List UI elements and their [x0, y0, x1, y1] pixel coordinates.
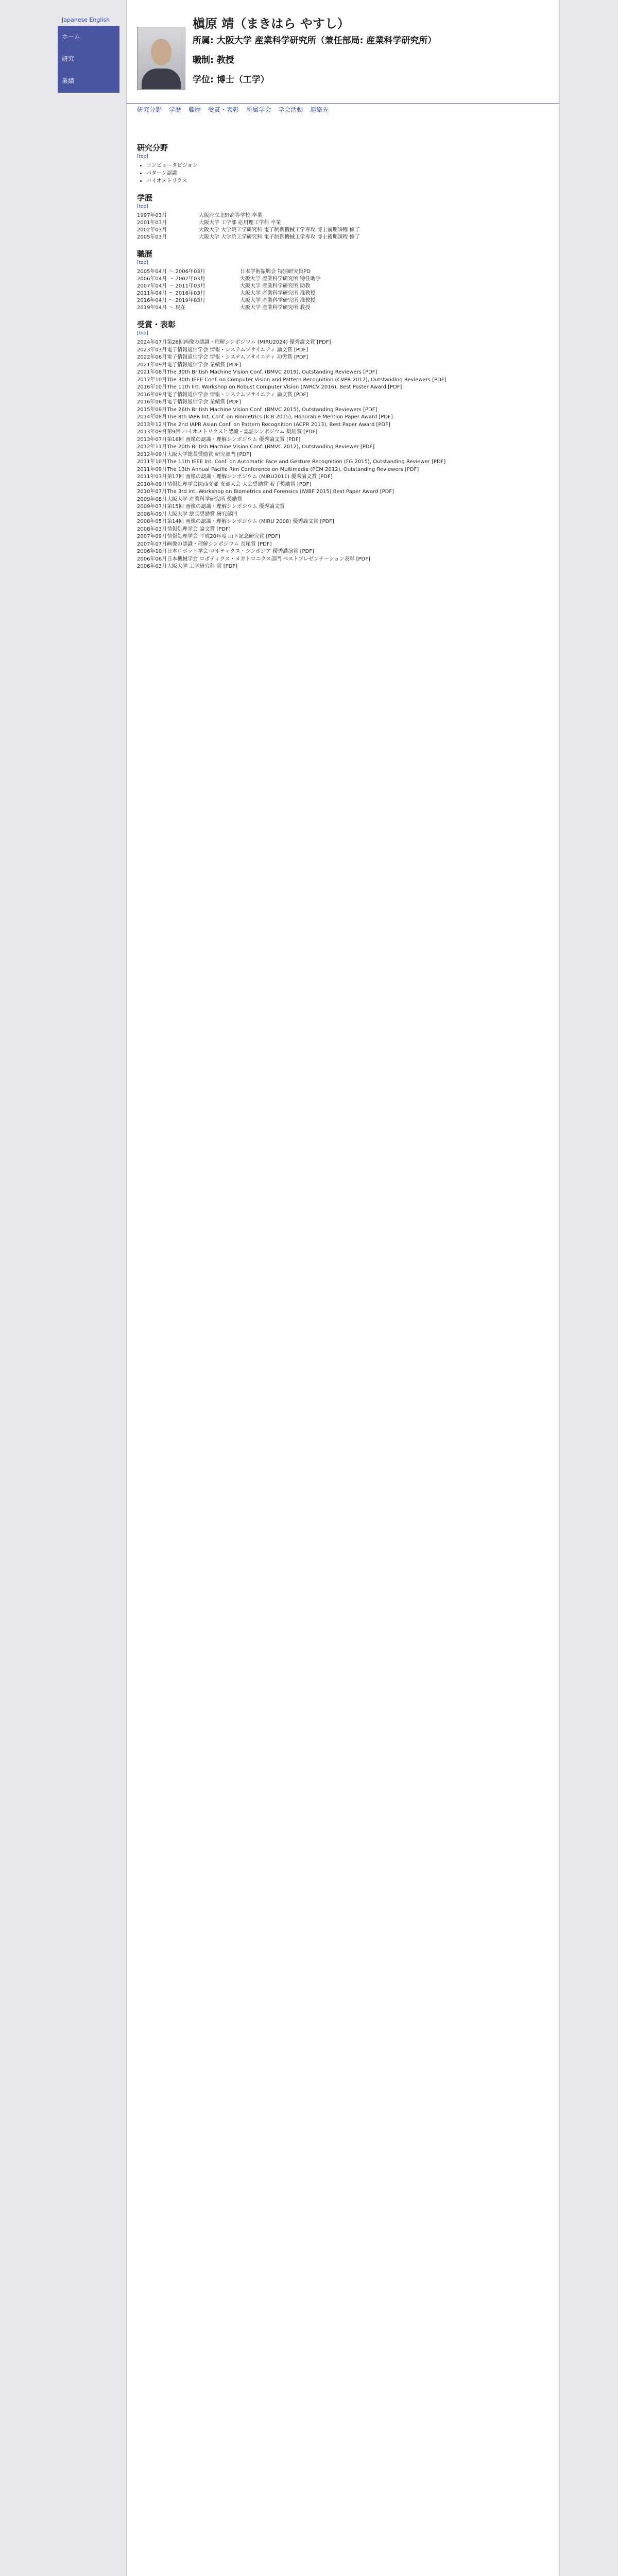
history-row [137, 304, 549, 312]
profile-affiliation: 所属: 大阪大学 産業科学研究所（兼任部局: 産業科学研究所） [193, 36, 437, 46]
history-date: 2007年04月 ～ 2011年03月 [137, 283, 205, 289]
history-text: 電子情報通信学会 業績賞 [PDF] [167, 362, 241, 368]
history-row [137, 466, 549, 474]
history-date: 2006年10月 [137, 549, 167, 554]
list-item: • パターン認識 [146, 170, 549, 177]
history-row [137, 459, 549, 466]
tab-link[interactable]: 職歴 [188, 106, 201, 113]
history-row [137, 268, 549, 276]
history-text: 大阪大学 産業科学研究所 特任助手 [240, 276, 321, 282]
history-date: 2016年10月 [137, 384, 167, 390]
history-row [137, 347, 549, 354]
history-row [137, 219, 549, 227]
history-text: 第17回 画像の認識・理解シンポジウム (MIRU2011) 優秀論文賞 [PDF] [167, 474, 333, 480]
history-text: 大阪大学 産業科学研究所 教授 [240, 305, 311, 311]
photo-body [142, 69, 181, 89]
history-text: 大阪大学 産業科学研究所 奨励賞 [167, 496, 243, 502]
profile-header [127, 0, 559, 104]
history-row [137, 473, 549, 481]
history-text: 日本機械学会 ロボティクス・メカトロニクス部門 ベストプレゼンテーション表彰 [PDF] [167, 556, 370, 562]
history-row [137, 234, 549, 241]
profile-name: 槇原 靖（まきはら やすし） [193, 16, 350, 31]
history-text: 電子情報通信学会 情報・システムソサイエティ 功労賞 [PDF] [167, 354, 308, 360]
history-text: 大阪大学 総長奨励賞 研究部門 [167, 511, 237, 517]
history-text: The 13th Annual Pacific Rim Conference on Multimedia (PCM 2012), Outstanding Reviewers [PDF] [167, 466, 419, 472]
history-date: 2011年04月 ～ 2016年03月 [137, 291, 205, 296]
history-row [137, 297, 549, 304]
nav-research-link[interactable]: 研究 [62, 55, 75, 62]
history-text: 電子情報通信学会 情報・システムソサイエティ 論文賞 [PDF] [167, 347, 308, 353]
history-row [137, 339, 549, 347]
profile-photo [137, 27, 185, 90]
history-text: The 11th Int. Workshop on Robust Computer Vision (IWRCV 2016), Best Poster Award [PDF] [167, 384, 402, 390]
history-text: 画像の認識・理解シンポジウム 長尾賞 [PDF] [167, 541, 272, 547]
lang-english-link[interactable]: English [89, 16, 110, 23]
section-tabs [137, 105, 336, 114]
top-link[interactable]: [top] [137, 154, 148, 159]
sidebar [0, 0, 126, 2576]
history-date: 2006年04月 ～ 2007年03月 [137, 276, 205, 282]
history-text: The 8th IAPR Int. Conf. on Biometrics (ICB 2015), Honorable Mention Paper Award [PDF] [167, 414, 393, 420]
history-text: 情報処理学会 論文賞 [PDF] [167, 526, 231, 532]
history-row [137, 526, 549, 534]
nav-home-link[interactable]: ホーム [62, 33, 81, 40]
history-list [137, 212, 549, 241]
history-text: The 11th IEEE Int. Conf. on Automatic Face and Gesture Recognition (FG 2015), Outstanding Reviewer [PDF] [167, 459, 446, 465]
history-row [137, 276, 549, 283]
history-date: 2006年06月 [137, 556, 167, 562]
tab-link[interactable]: 受賞・表彰 [208, 106, 239, 113]
history-row [137, 369, 549, 377]
history-row [137, 377, 549, 384]
history-date: 2011年03月 [137, 474, 167, 480]
history-list [137, 339, 549, 571]
history-date: 2007年09月 [137, 534, 167, 539]
history-date: 2015年09月 [137, 406, 167, 413]
main-content [126, 0, 560, 2576]
history-text: 情報処理学会 平成20年度 山下記念研究賞 [PDF] [167, 534, 280, 539]
history-date: 2010年09月 [137, 481, 167, 487]
history-row [137, 451, 549, 459]
history-row [137, 406, 549, 414]
history-row [137, 399, 549, 406]
history-row [137, 533, 549, 541]
history-text: 大阪大学 産業科学研究所 准教授 [240, 291, 316, 296]
history-row [137, 563, 549, 571]
history-text: 日本ロボット学会 ロボティクス・シンポジア 優秀講演賞 [PDF] [167, 549, 314, 554]
history-date: 2012年11月 [137, 444, 167, 450]
history-text: The 26th British Machine Vision Conf. (BMVC 2015), Outstanding Reviewers [PDF] [167, 406, 377, 413]
history-row [137, 548, 549, 556]
history-text: 第16回 画像の認識・理解シンポジウム 優秀論文賞 [PDF] [167, 436, 301, 443]
tab-link[interactable]: 学歴 [169, 106, 182, 113]
history-row [137, 444, 549, 451]
history-row [137, 384, 549, 392]
tab-link[interactable]: 学会活動 [278, 106, 303, 113]
history-text: The 20th British Machine Vision Conf. (BMVC 2012), Outstanding Reviewer [PDF] [167, 444, 375, 450]
history-date: 2001年03月 [137, 220, 167, 226]
history-row [137, 556, 549, 564]
history-date: 2008年05月 [137, 519, 167, 524]
photo-face [151, 39, 171, 65]
history-text: The 30th IEEE Conf. on Computer Vision and Pattern Recognition (CVPR 2017), Outstanding Reviewers [PDF] [167, 377, 447, 383]
history-text: The 3rd Int. Workshop on Biometrics and Forensics (IWBF 2015) Best Paper Award [PDF] [167, 489, 394, 495]
history-row [137, 421, 549, 429]
tab-link[interactable]: 連絡先 [310, 106, 329, 113]
nav-achievements-link[interactable]: 業績 [62, 77, 75, 84]
history-date: 2016年06月 [137, 399, 167, 405]
top-link[interactable]: [top] [137, 331, 148, 336]
history-date: 2008年09月 [137, 511, 167, 517]
history-date: 2007年07月 [137, 541, 167, 547]
history-text: 大阪大学 産業科学研究所 准教授 [240, 298, 316, 303]
history-text: 第15回 画像の認識・理解シンポジウム 優秀論文賞 [167, 504, 285, 510]
history-date: 2006年03月 [137, 564, 167, 569]
history-row [137, 503, 549, 511]
history-date: 2014年08月 [137, 414, 167, 420]
history-row [137, 541, 549, 549]
content-body [137, 135, 549, 571]
history-text: 第26回画像の認識・理解シンポジウム (MIRU2024) 優秀論文賞 [PDF] [167, 340, 331, 345]
history-date: 2009年07月 [137, 504, 167, 510]
history-date: 2011年09月 [137, 466, 167, 472]
profile-degree: 学位: 博士（工学） [193, 75, 269, 85]
section-title: 研究分野 [137, 143, 168, 152]
history-date: 2019年04月 ～ 現在 [137, 305, 186, 311]
history-row [137, 354, 549, 362]
history-row [137, 227, 549, 234]
section-title: 職歴 [137, 249, 153, 259]
history-row [137, 511, 549, 519]
history-date: 2005年04月 ～ 2006年03月 [137, 269, 205, 275]
history-text: 大阪府立北野高等学校 卒業 [199, 213, 263, 218]
tab-link[interactable]: 研究分野 [137, 106, 162, 113]
history-row [137, 414, 549, 421]
history-row [137, 518, 549, 526]
history-date: 2021年09月 [137, 362, 167, 368]
history-text: 情報処理学会関西支部 支部大会 大会奨励賞 若手奨励賞 [PDF] [167, 481, 312, 487]
history-text: 大阪大学 産業科学研究所 助教 [240, 283, 311, 289]
top-link[interactable]: [top] [137, 260, 148, 265]
history-date: 2010年07月 [137, 489, 167, 495]
history-date: 2017年10月 [137, 377, 167, 383]
history-text: 大阪大学 工学研究科 賞 [PDF] [167, 564, 238, 569]
history-date: 2013年12月 [137, 421, 167, 428]
history-row [137, 496, 549, 504]
history-text: 日本学術振興会 特別研究員PD [240, 269, 311, 275]
history-date: 2009年08月 [137, 496, 167, 502]
history-text: 大阪大学 大学院工学研究科 電子制御機械工学専攻 博士後期課程 修了 [199, 234, 360, 240]
history-row [137, 362, 549, 369]
history-date: 2023年03月 [137, 347, 167, 353]
history-text: The 2nd IAPR Asian Conf. on Pattern Recognition (ACPR 2013), Best Paper Award [PDF] [167, 421, 390, 428]
history-date: 2024年07月 [137, 340, 167, 345]
history-row [137, 212, 549, 219]
history-text: 大阪大学総長奨励賞 研究部門 [PDF] [167, 451, 251, 457]
history-text: 電子情報通信学会 業績賞 [PDF] [167, 399, 241, 405]
history-text: 大阪大学 工学部 応用理工学科 卒業 [199, 220, 281, 226]
history-date: 2013年07月 [137, 436, 167, 443]
history-text: 電子情報通信学会 情報・システムソサイエティ 論文賞 [PDF] [167, 392, 308, 398]
history-date: 2008年03月 [137, 526, 167, 532]
history-list [137, 268, 549, 312]
history-date: 2011年10月 [137, 459, 167, 465]
history-row [137, 283, 549, 290]
list-item: • バイオメトリクス [146, 178, 549, 185]
list-item: • コンピュータビジョン [146, 162, 549, 170]
section-title: 学歴 [137, 193, 153, 202]
profile-position: 職制: 教授 [193, 55, 234, 65]
history-row [137, 392, 549, 399]
history-date: 2013年09月 [137, 429, 167, 435]
history-text: The 30th British Machine Vision Conf. (BMVC 2019), Outstanding Reviewers [PDF] [167, 369, 377, 375]
side-nav [62, 32, 80, 98]
history-row [137, 481, 549, 489]
top-link[interactable]: [top] [137, 204, 148, 209]
history-date: 2016年09月 [137, 392, 167, 398]
history-row [137, 290, 549, 297]
history-date: 1997年03月 [137, 213, 167, 218]
history-date: 2016年04月 ～ 2019年03月 [137, 298, 205, 303]
history-text: 大阪大学 大学院工学研究科 電子制御機械工学専攻 博士前期課程 修了 [199, 227, 360, 233]
history-date: 2021年08月 [137, 369, 167, 375]
history-date: 2022年06月 [137, 354, 167, 360]
history-row [137, 488, 549, 496]
history-date: 2005年03月 [137, 234, 167, 240]
tab-link[interactable]: 所属学会 [246, 106, 271, 113]
lang-japanese-link[interactable]: Japanese [62, 16, 88, 23]
history-row [137, 436, 549, 444]
section-title: 受賞・表彰 [137, 320, 176, 329]
language-switcher [62, 16, 110, 23]
history-date: 2012年09月 [137, 451, 167, 457]
history-row [137, 429, 549, 436]
history-text: 第9回 バイオメトリクスと認識・認証シンポジウム 奨励賞 [PDF] [167, 429, 318, 435]
history-text: 第14回 画像の認識・理解シンポジウム (MIRU 2008) 優秀論文賞 [PDF] [167, 519, 334, 524]
bullet-list [137, 162, 549, 185]
history-date: 2002年03月 [137, 227, 167, 233]
